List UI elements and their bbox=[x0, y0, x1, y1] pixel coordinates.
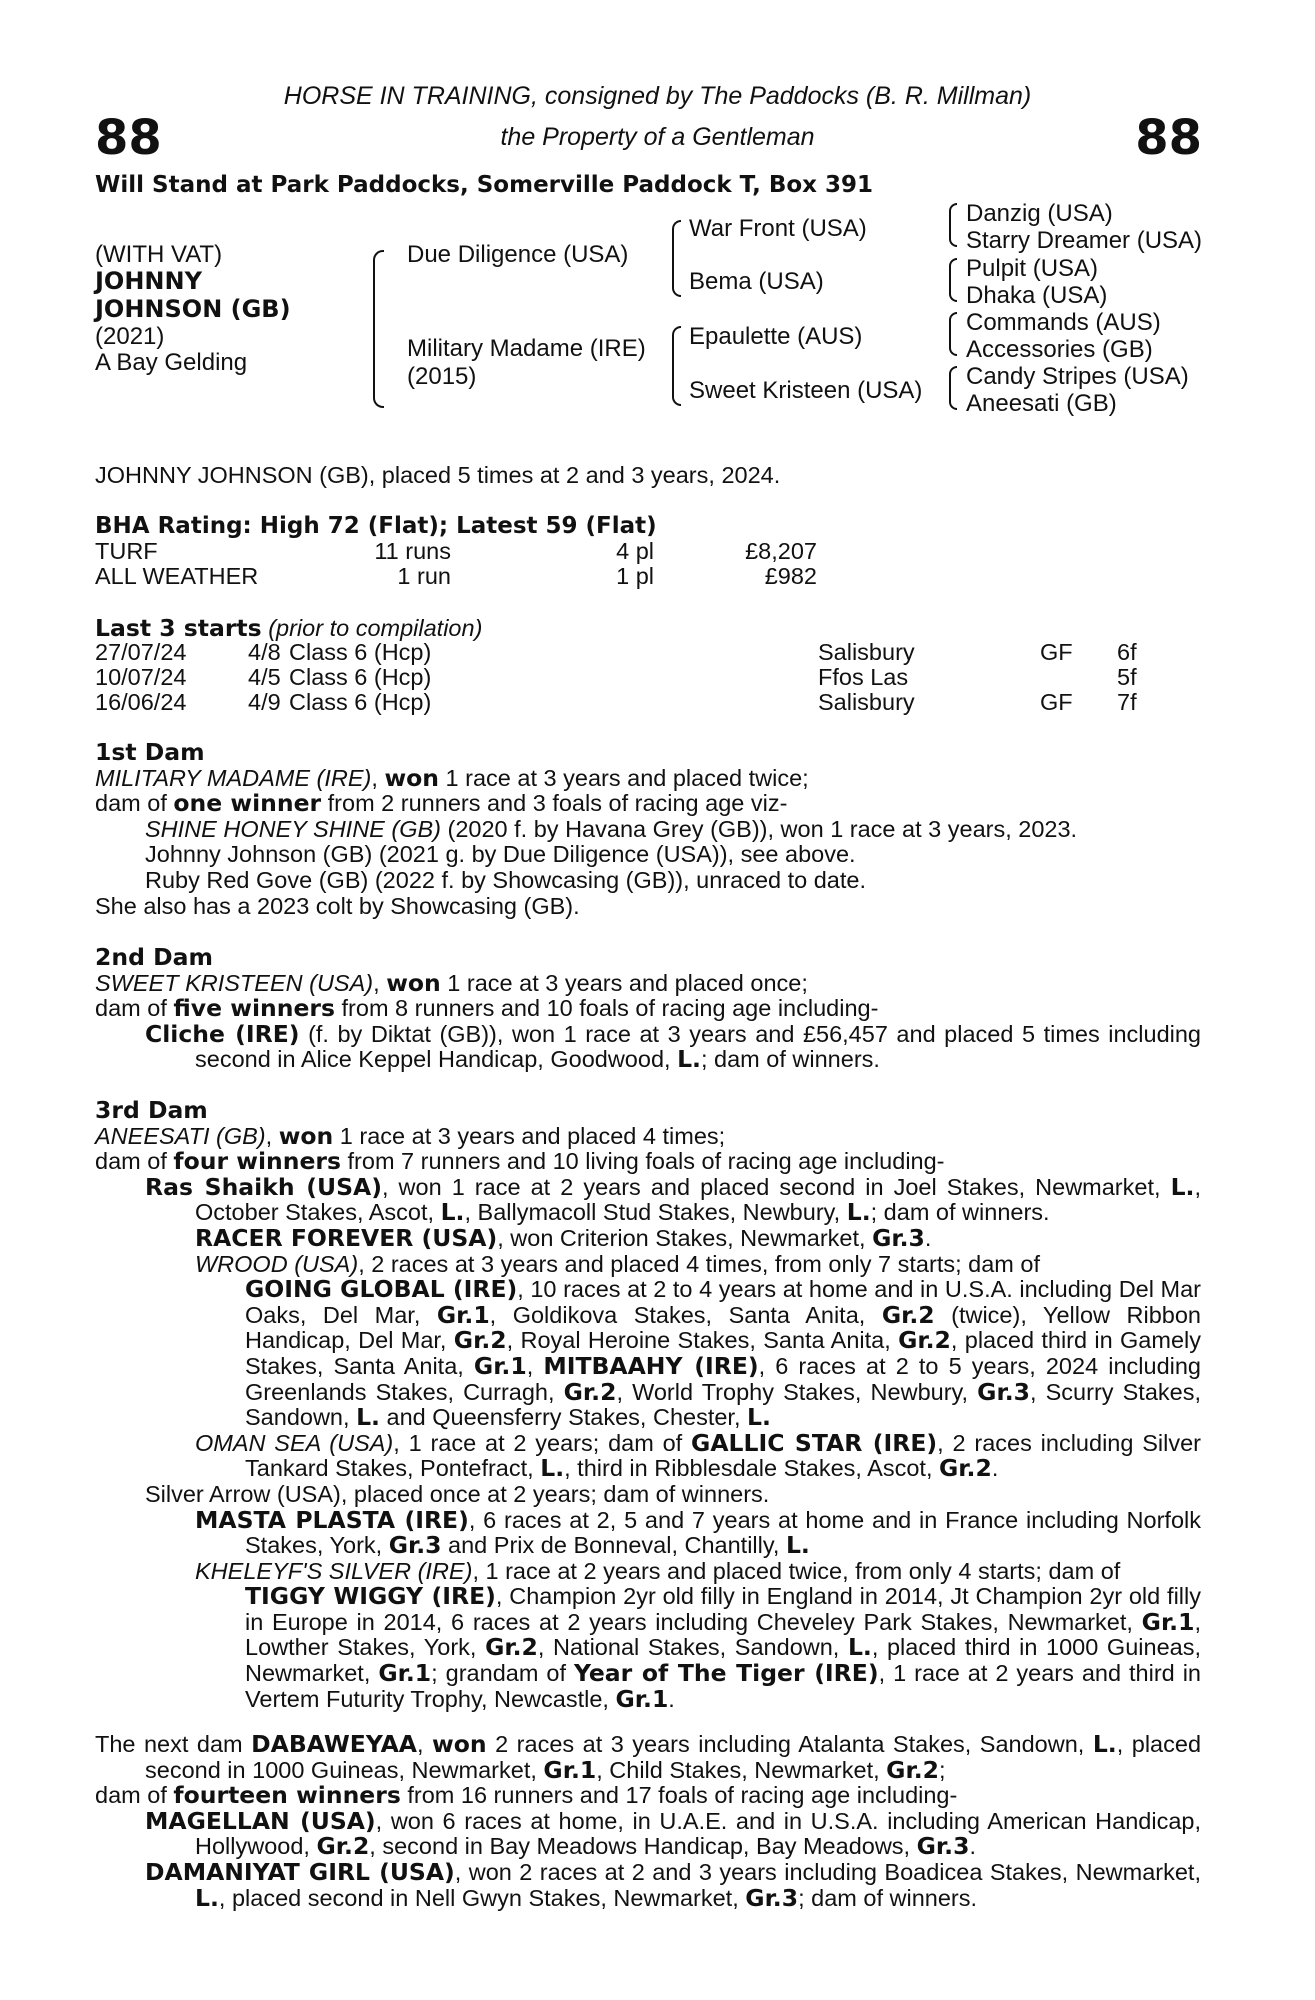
rating-placings: 4 pl bbox=[616, 538, 654, 564]
pedigree-sds: Pulpit (USA) bbox=[966, 255, 1099, 282]
start-position: 4/9 bbox=[248, 689, 281, 715]
pedigree-sire-sire: War Front (USA) bbox=[689, 215, 867, 242]
rating-prize: £8,207 bbox=[745, 538, 817, 564]
horse-description: A Bay Gelding bbox=[95, 349, 248, 376]
pedigree-ssd: Starry Dreamer (USA) bbox=[966, 227, 1203, 254]
start-date: 27/07/24 bbox=[95, 639, 187, 665]
stand-location: Will Stand at Park Paddocks, Somerville Paddock T, Box 391 bbox=[95, 172, 874, 198]
rating-runs: 1 run bbox=[397, 563, 451, 589]
section-heading: 1st Dam bbox=[95, 738, 205, 766]
rating-surface: TURF bbox=[95, 538, 158, 564]
produce-entry: OMAN SEA (USA), 1 race at 2 years; dam of GALLIC STAR (IRE), 2 races including Silver Tankard Stakes, Pontefract, L., third in Ribblesdale Stakes, Ascot, Gr.2. bbox=[195, 1428, 1201, 1483]
horse-block bbox=[95, 242, 291, 376]
pedigree-dss: Commands (AUS) bbox=[966, 309, 1161, 336]
produce-entry: MAGELLAN (USA), won 6 races at home, in U.A.E. and in U.S.A. including American Handicap, Hollywood, Gr.2, second in Bay Meadows Handicap, Bay Meadows, Gr.3. bbox=[145, 1806, 1201, 1861]
produce-summary: dam of five winners from 8 runners and 10 foals of racing age including- bbox=[95, 994, 879, 1023]
start-course: Ffos Las bbox=[818, 664, 909, 690]
start-distance: 6f bbox=[1117, 639, 1137, 665]
horse-name-line2: JOHNSON (GB) bbox=[95, 295, 291, 323]
produce-entry: Johnny Johnson (GB) (2021 g. by Due Diligence (USA)), see above. bbox=[145, 841, 856, 868]
lot-number-left: 88 bbox=[95, 110, 162, 166]
start-date: 16/06/24 bbox=[95, 689, 187, 715]
produce-entry: Ras Shaikh (USA), won 1 race at 2 years and placed second in Joel Stakes, Newmarket, L., October Stakes, Ascot, L., Ballymacoll Stud Stakes, Newbury, L.; dam of winners. bbox=[145, 1172, 1201, 1227]
grandsire-bracket-2 bbox=[949, 258, 957, 302]
rating-placings: 1 pl bbox=[616, 563, 654, 589]
last-starts-note: (prior to compilation) bbox=[268, 615, 483, 641]
bha-rating: BHA Rating: High 72 (Flat); Latest 59 (Flat) bbox=[95, 513, 657, 539]
start-going: GF bbox=[1040, 689, 1073, 715]
produce-entry: MASTA PLASTA (IRE), 6 races at 2, 5 and 7 years at home and in France including Norfolk Stakes, York, Gr.3 and Prix de Bonneval, Chantilly, L. bbox=[195, 1505, 1201, 1560]
produce-entry: TIGGY WIGGY (IRE), Champion 2yr old filly in England in 2014, Jt Champion 2yr old filly in Europe in 2014, 6 races at 2 years including Cheveley Park Stakes, Newmarket, Gr.1, Lowther Stakes, York, Gr.2, National Stakes, Sandown, L., placed third in 1000 Guineas, Newmarket, Gr.1; grandam of Year of The Tiger (IRE), 1 race at 2 years and third in Vertem Futurity Trophy, Newcastle, Gr.1. bbox=[245, 1582, 1202, 1713]
produce-entry: Ruby Red Gove (GB) (2022 f. by Showcasing (GB)), unraced to date. bbox=[145, 866, 867, 893]
section-heading: 3rd Dam bbox=[95, 1096, 208, 1124]
start-class: Class 6 (Hcp) bbox=[289, 689, 432, 715]
produce-note: She also has a 2023 colt by Showcasing (GB). bbox=[95, 892, 580, 919]
pedigree-dam-dam: Sweet Kristeen (USA) bbox=[689, 377, 923, 404]
start-date: 10/07/24 bbox=[95, 664, 187, 690]
pedigree-sire: Due Diligence (USA) bbox=[407, 241, 629, 268]
last-starts-title: Last 3 starts bbox=[95, 614, 262, 642]
race-summary: JOHNNY JOHNSON (GB), placed 5 times at 2 and 3 years, 2024. bbox=[95, 462, 781, 488]
consignor-line: HORSE IN TRAINING, consigned by The Paddocks (B. R. Millman) bbox=[283, 82, 1032, 110]
property-line: the Property of a Gentleman bbox=[500, 123, 815, 151]
last-starts-heading bbox=[95, 614, 482, 642]
grandsire-bracket-3 bbox=[949, 312, 957, 356]
produce-summary: dam of four winners from 7 runners and 10 living foals of racing age including- bbox=[95, 1147, 945, 1176]
pedigree-dsd: Accessories (GB) bbox=[966, 336, 1153, 363]
start-course: Salisbury bbox=[818, 639, 915, 665]
produce-entry: KHELEYF'S SILVER (IRE), 1 race at 2 years and placed twice, from only 4 starts; dam of bbox=[195, 1557, 1121, 1584]
grandsire-bracket-4 bbox=[949, 366, 957, 410]
start-distance: 7f bbox=[1117, 689, 1137, 715]
start-class: Class 6 (Hcp) bbox=[289, 639, 432, 665]
sire-line-bracket bbox=[672, 220, 681, 297]
horse-year: (2021) bbox=[95, 323, 165, 350]
produce-entry: Silver Arrow (USA), placed once at 2 years; dam of winners. bbox=[145, 1480, 770, 1507]
dam-line-bracket bbox=[672, 326, 681, 406]
horse-name-line1: JOHNNY bbox=[95, 267, 202, 295]
third-dam-section bbox=[95, 1098, 1201, 1712]
pedigree-ddd: Aneesati (GB) bbox=[966, 390, 1117, 417]
produce-entry: Cliche (IRE) (f. by Diktat (GB)), won 1 race at 3 years and £56,457 and placed 5 times including second in Alice Keppel Handicap, Goodwood, L.; dam of winners. bbox=[145, 1019, 1202, 1074]
start-class: Class 6 (Hcp) bbox=[289, 664, 432, 690]
lot-number-right: 88 bbox=[1135, 110, 1202, 166]
pedigree-dds: Candy Stripes (USA) bbox=[966, 363, 1189, 390]
section-heading: 2nd Dam bbox=[95, 943, 213, 971]
next-dam-section bbox=[95, 1732, 1201, 1911]
sire-dam-bracket bbox=[373, 250, 384, 408]
pedigree-sdd: Dhaka (USA) bbox=[966, 282, 1108, 309]
vat-note: (WITH VAT) bbox=[95, 241, 223, 268]
second-dam-section bbox=[95, 945, 1201, 1073]
dam-line: The next dam DABAWEYAA, won 2 races at 3 years including Atalanta Stakes, Sandown, L., placed second in 1000 Guineas, Newmarket, Gr.1, Child Stakes, Newmarket, Gr.2; bbox=[95, 1730, 1202, 1784]
produce-entry: SHINE HONEY SHINE (GB) (2020 f. by Havana Grey (GB)), won 1 race at 3 years, 2023. bbox=[145, 815, 1078, 842]
pedigree-sire-dam: Bema (USA) bbox=[689, 268, 824, 295]
produce-entry: WROOD (USA), 2 races at 3 years and placed 4 times, from only 7 starts; dam of bbox=[195, 1250, 1040, 1277]
pedigree-dam-sire: Epaulette (AUS) bbox=[689, 323, 863, 350]
produce-entry: GOING GLOBAL (IRE), 10 races at 2 to 4 years at home and in U.S.A. including Del Mar Oaks, Del Mar, Gr.1, Goldikova Stakes, Santa Anita, Gr.2 (twice), Yellow Ribbon Handicap, Del Mar, Gr.2, Royal Heroine Stakes, Santa Anita, Gr.2, placed third in Gamely Stakes, Santa Anita, Gr.1, MITBAAHY (IRE), 6 races at 2 to 5 years, 2024 including Greenlands Stakes, Curragh, Gr.2, World Trophy Stakes, Newbury, Gr.3, Scurry Stakes, Sandown, L. and Queensferry Stakes, Chester, L. bbox=[245, 1275, 1202, 1432]
pedigree-dam: Military Madame (IRE) bbox=[407, 335, 646, 362]
start-course: Salisbury bbox=[818, 689, 915, 715]
produce-entry: DAMANIYAT GIRL (USA), won 2 races at 2 and 3 years including Boadicea Stakes, Newmarket, L., placed second in Nell Gwyn Stakes, Newmarket, Gr.3; dam of winners. bbox=[145, 1857, 1201, 1912]
rating-prize: £982 bbox=[764, 563, 817, 589]
dam-line: ANEESATI (GB), won 1 race at 3 years and placed 4 times; bbox=[95, 1121, 726, 1150]
start-position: 4/8 bbox=[248, 639, 281, 665]
produce-summary: dam of fourteen winners from 16 runners and 17 foals of racing age including- bbox=[95, 1781, 958, 1810]
dam-line: SWEET KRISTEEN (USA), won 1 race at 3 years and placed once; bbox=[95, 968, 808, 997]
rating-surface: ALL WEATHER bbox=[95, 563, 259, 589]
pedigree-sss: Danzig (USA) bbox=[966, 200, 1113, 227]
pedigree-dam-year: (2015) bbox=[407, 363, 477, 390]
produce-entry: RACER FOREVER (USA), won Criterion Stakes, Newmarket, Gr.3. bbox=[195, 1223, 932, 1252]
first-dam-section bbox=[95, 740, 1201, 919]
grandsire-bracket-1 bbox=[949, 203, 957, 247]
start-position: 4/5 bbox=[248, 664, 281, 690]
produce-summary: dam of one winner from 2 runners and 3 foals of racing age viz- bbox=[95, 789, 788, 818]
start-distance: 5f bbox=[1117, 664, 1137, 690]
rating-runs: 11 runs bbox=[374, 538, 451, 564]
start-going: GF bbox=[1040, 639, 1073, 665]
dam-line: MILITARY MADAME (IRE), won 1 race at 3 years and placed twice; bbox=[95, 763, 809, 792]
